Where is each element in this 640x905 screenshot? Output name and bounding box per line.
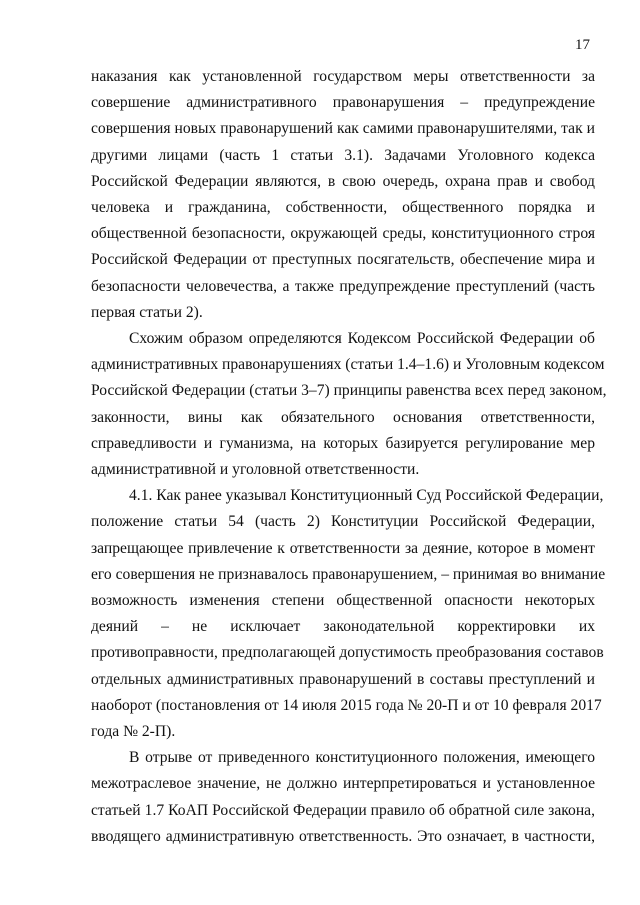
text-line: статьей 1.7 КоАП Российской Федерации правило об обратной силе закона, — [91, 801, 595, 819]
text-line: возможность изменения степени общественной опасности некоторых — [91, 592, 595, 610]
text-line: межотраслевое значение, не должно интерпретироваться и установленное — [91, 775, 595, 793]
text-line: деяний – не исключает законодательной корректировки их — [91, 618, 595, 636]
text-line: другими лицами (часть 1 статьи 3.1). Задачами Уголовного кодекса — [91, 146, 595, 164]
text-line: безопасности человечества, а также предупреждение преступлений (часть — [91, 277, 595, 295]
text-line: вводящего административную ответственность. Это означает, в частности, — [91, 827, 595, 845]
paragraph-1 — [91, 64, 595, 326]
text-line: административной и уголовной ответственности. — [91, 461, 420, 479]
page-number: 17 — [575, 37, 590, 53]
text-line: административных правонарушениях (статьи 1.4–1.6) и Уголовным кодексом — [91, 356, 605, 374]
text-line: наказания как установленной государством меры ответственности за — [91, 68, 595, 85]
paragraph-3 — [91, 483, 606, 745]
paragraph-2 — [91, 326, 607, 483]
text-line: Российской Федерации (статьи 3–7) принципы равенства всех перед законом, — [91, 382, 607, 400]
text-line: совершение административного правонарушения – предупреждение — [91, 94, 595, 112]
paragraph-4 — [91, 745, 595, 850]
text-line: года № 2-П). — [91, 723, 176, 741]
text-line: В отрыве от приведенного конституционного положения, имеющего — [129, 749, 595, 767]
text-line: первая статьи 2). — [91, 303, 203, 321]
text-line: 4.1. Как ранее указывал Конституционный Суд Российской Федерации, — [129, 487, 604, 505]
text-line: отдельных административных правонарушений в составы преступлений и — [91, 670, 595, 688]
text-line: Российской Федерации от преступных посягательств, обеспечение мира и — [91, 251, 595, 269]
text-line: наоборот (постановления от 14 июля 2015 года № 20-П и от 10 февраля 2017 — [91, 696, 602, 714]
text-line: общественной безопасности, окружающей среды, конституционного строя — [91, 225, 595, 243]
text-line: человека и гражданина, собственности, общественного порядка и — [91, 199, 595, 217]
text-line: запрещающее привлечение к ответственности за деяние, которое в момент — [91, 539, 595, 557]
text-line: совершения новых правонарушений как самими правонарушителями, так и — [91, 120, 595, 138]
text-line: его совершения не признавалось правонарушением, – принимая во внимание — [91, 565, 606, 583]
text-line: положение статьи 54 (часть 2) Конституции Российской Федерации, — [91, 513, 595, 531]
text-line: Российской Федерации являются, в свою очередь, охрана прав и свобод — [91, 172, 595, 190]
document-body — [91, 64, 607, 850]
text-line: справедливости и гуманизма, на которых базируется регулирование мер — [91, 434, 595, 452]
text-line: Схожим образом определяются Кодексом Российской Федерации об — [129, 330, 595, 348]
text-line: законности, вины как обязательного основания ответственности, — [91, 408, 595, 426]
text-line: противоправности, предполагающей допустимость преобразования составов — [91, 644, 604, 662]
